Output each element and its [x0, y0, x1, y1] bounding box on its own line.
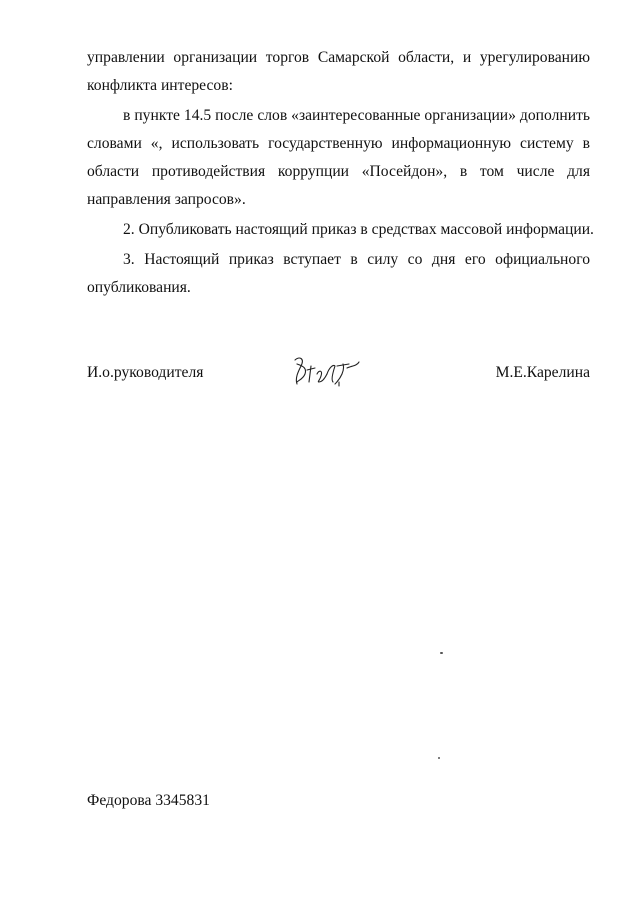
text-line: управлении организации торгов Самарской области, и урегулированию: [87, 49, 590, 66]
text-line: направления запросов».: [87, 191, 246, 208]
document-body: [87, 44, 594, 302]
text-line: 3. Настоящий приказ вступает в силу со дня его официального: [123, 251, 590, 268]
signature-row: [87, 360, 590, 390]
text-line: 2. Опубликовать настоящий приказ в средствах массовой информации.: [123, 221, 594, 238]
executor-note: Федорова 3345831: [87, 792, 210, 809]
handwritten-signature: [287, 352, 367, 396]
text-line: конфликта интересов:: [87, 77, 233, 94]
text-line: в пункте 14.5 после слов «заинтересованные организации» дополнить: [123, 107, 590, 124]
scan-speck: [440, 652, 443, 654]
signer-name: М.Е.Карелина: [495, 364, 590, 381]
scan-speck: [438, 757, 440, 759]
text-line: области противодействия коррупции «Посейдон», в том числе для: [87, 163, 590, 180]
text-line: словами «, использовать государственную информационную систему в: [87, 135, 590, 152]
text-line: опубликования.: [87, 279, 191, 296]
position-title: И.о.руководителя: [87, 364, 204, 381]
